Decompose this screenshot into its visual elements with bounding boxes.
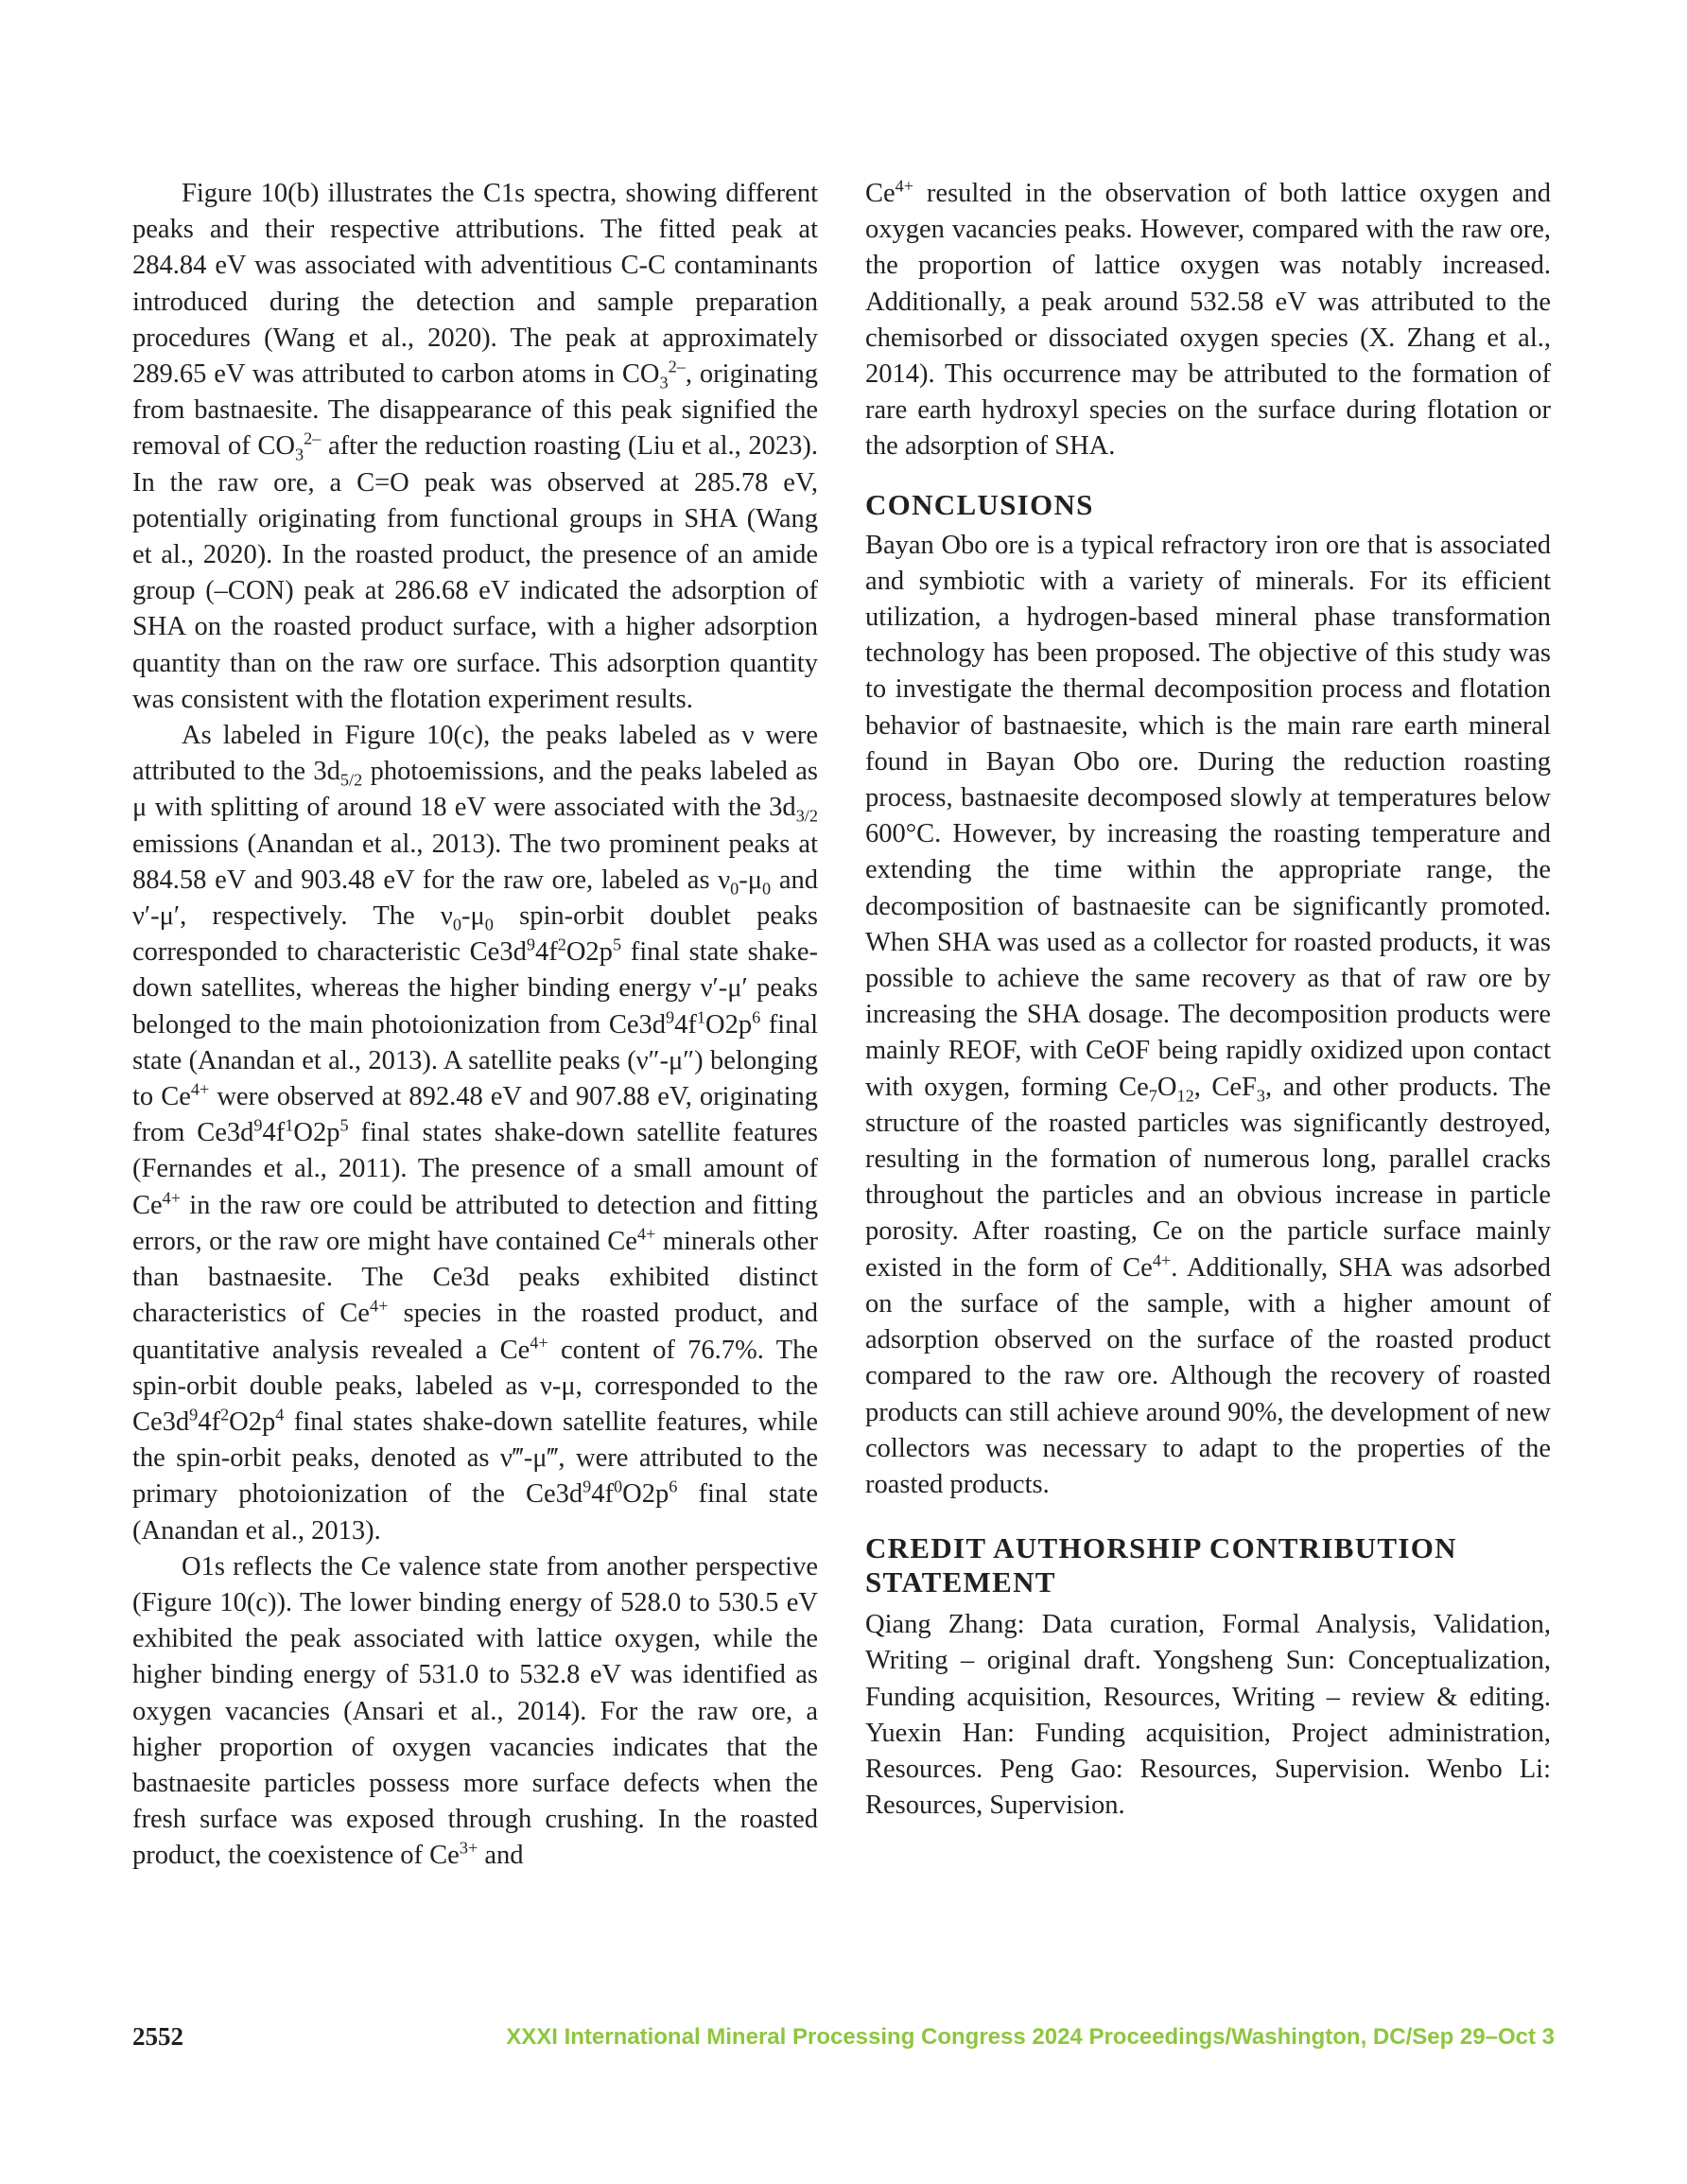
credit-heading: CREDIT AUTHORSHIP CONTRIBUTION STATEMENT xyxy=(865,1531,1457,1599)
paragraph-o1s: O1s reflects the Ce valence state from another perspective (Figure 10(c)). The lower binding energy of 528.0 to 530.5 eV exhibited the peak associated with lattice oxygen, while the higher binding energy of 531.0 to 532.8 eV was identified as oxygen vacancies (Ansari et al., 2014). For the raw ore, a higher proportion of oxygen vacancies indicates that the bastnaesite particles possess more surface defects when the fresh surface was exposed through crushing. In the roasted product, the coexistence of $Ce^{3+}$ and xyxy=(132,1551,818,1871)
paragraph-o1s-continued: $Ce^{4+}$ resulted in the observation of both lattice oxygen and oxygen vacancies peaks. However, compared with the raw ore, the proportion of lattice oxygen was notably increased. Additionally, a peak around 532.58 eV was attributed to the chemisorbed or dissociated oxygen species (X. Zhang et al., 2014). This occurrence may be attributed to the formation of rare earth hydroxyl species on the surface during flotation or the adsorption of SHA. xyxy=(865,176,1551,462)
paragraph-ce3d-peaks: As labeled in Figure 10(c), the peaks labeled as ν were attributed to the $3d_{5/2}$ photoemissions, and the peaks labeled as μ with splitting of around 18 eV were associated with the $3d_{3/2}$ emissions (Anandan et al., 2013). The two prominent peaks at 884.58 eV and 903.48 eV for the raw ore, labeled as $\nu_0-\mu_0$ and ν′-μ′, respectively. The $\nu_0-\mu_0$ spin-orbit doublet peaks corresponded to characteristic $Ce3d^94f^2O2p^5$ final state shake-down satellites, whereas the higher binding energy ν′-μ′ peaks belonged to the main photoionization from $Ce3d^94f^1O2p^6$ final state (Anandan et al., 2013). A satellite peaks (ν″-μ″) belonging to $Ce^{4+}$ were observed at 892.48 eV and 907.88 eV, originating from $Ce3d^94f^1O2p^5$ final states shake-down satellite features (Fernandes et al., 2011). The presence of a small amount of $Ce^{4+}$ in the raw ore could be attributed to detection and fitting errors, or the raw ore might have contained $Ce^{4+}$ minerals other than bastnaesite. The Ce3d peaks exhibited distinct characteristics of $Ce^{4+}$ species in the roasted product, and quantitative analysis revealed a $Ce^{4+}$ content of 76.7%. The spin-orbit double peaks, labeled as ν-μ, corresponded to the $Ce3d^94f^2O2p^4$ final states shake-down satellite features, while the spin-orbit peaks, denoted as ν‴-μ‴, were attributed to the primary photoionization of the $Ce3d^94f^0O2p^6$ final state (Anandan et al., 2013). xyxy=(132,721,819,1546)
left-column xyxy=(132,176,818,1875)
footer-running-title: XXXI International Mineral Processing Congress 2024 Proceedings/Washington, DC/Sep 29–Oct 3 xyxy=(506,2024,1555,2050)
page-number: 2552 xyxy=(132,2022,183,2051)
conclusions-heading: CONCLUSIONS xyxy=(865,487,1094,521)
paragraph-c1s-spectra: Figure 10(b) illustrates the C1s spectra, showing different peaks and their respective attributions. The fitted peak at 284.84 eV was associated with adventitious C-C contaminants introduced during the detection and sample preparation procedures (Wang et al., 2020). The peak at approximately 289.65 eV was attributed to carbon atoms in $CO_3^{2-}$, originating from bastnaesite. The disappearance of this peak signified the removal of $CO_3^{2-}$ after the reduction roasting (Liu et al., 2023). In the raw ore, a C=O peak was observed at 285.78 eV, potentially originating from functional groups in SHA (Wang et al., 2020). In the roasted product, the presence of an amide group (–CON) peak at 286.68 eV indicated the adsorption of SHA on the roasted product surface, with a higher adsorption quantity than on the raw ore surface. This adsorption quantity was consistent with the flotation experiment results. xyxy=(132,179,819,714)
right-column xyxy=(865,176,1551,1824)
paragraph-conclusions: Bayan Obo ore is a typical refractory iron ore that is associated and symbiotic with a variety of minerals. For its efficient utilization, a hydrogen-based mineral phase transformation technology has been proposed. The objective of this study was to investigate the thermal decomposition process and flotation behavior of bastnaesite, which is the main rare earth mineral found in Bayan Obo ore. During the reduction roasting process, bastnaesite decomposed slowly at temperatures below 600°C. However, by increasing the roasting temperature and extending the time within the appropriate range, the decomposition of bastnaesite can be significantly promoted. When SHA was used as a collector for roasted products, it was possible to achieve the same recovery as that of raw ore by increasing the SHA dosage. The decomposition products were mainly REOF, with CeOF being rapidly oxidized upon contact with oxygen, forming $Ce_7O_{12}$, CeF$_3$, and other products. The structure of the roasted particles was significantly destroyed, resulting in the formation of numerous long, parallel cracks throughout the particles and an obvious increase in particle porosity. After roasting, Ce on the particle surface mainly existed in the form of $Ce^{4+}$. Additionally, SHA was adsorbed on the surface of the sample, with a higher amount of adsorption observed on the surface of the roasted product compared to the raw ore. Although the recovery of roasted products can still achieve around 90%, the development of new collectors was necessary to adapt to the properties of the roasted products. xyxy=(865,530,1552,1499)
paragraph-credit: Qiang Zhang: Data curation, Formal Analysis, Validation, Writing – original draft. Yongsheng Sun: Conceptualization, Funding acquisition, Resources, Writing – review & editing. Yuexin Han: Funding acquisition, Project administration, Resources. Peng Gao: Resources, Supervision. Wenbo Li: Resources, Supervision. xyxy=(865,1610,1551,1821)
